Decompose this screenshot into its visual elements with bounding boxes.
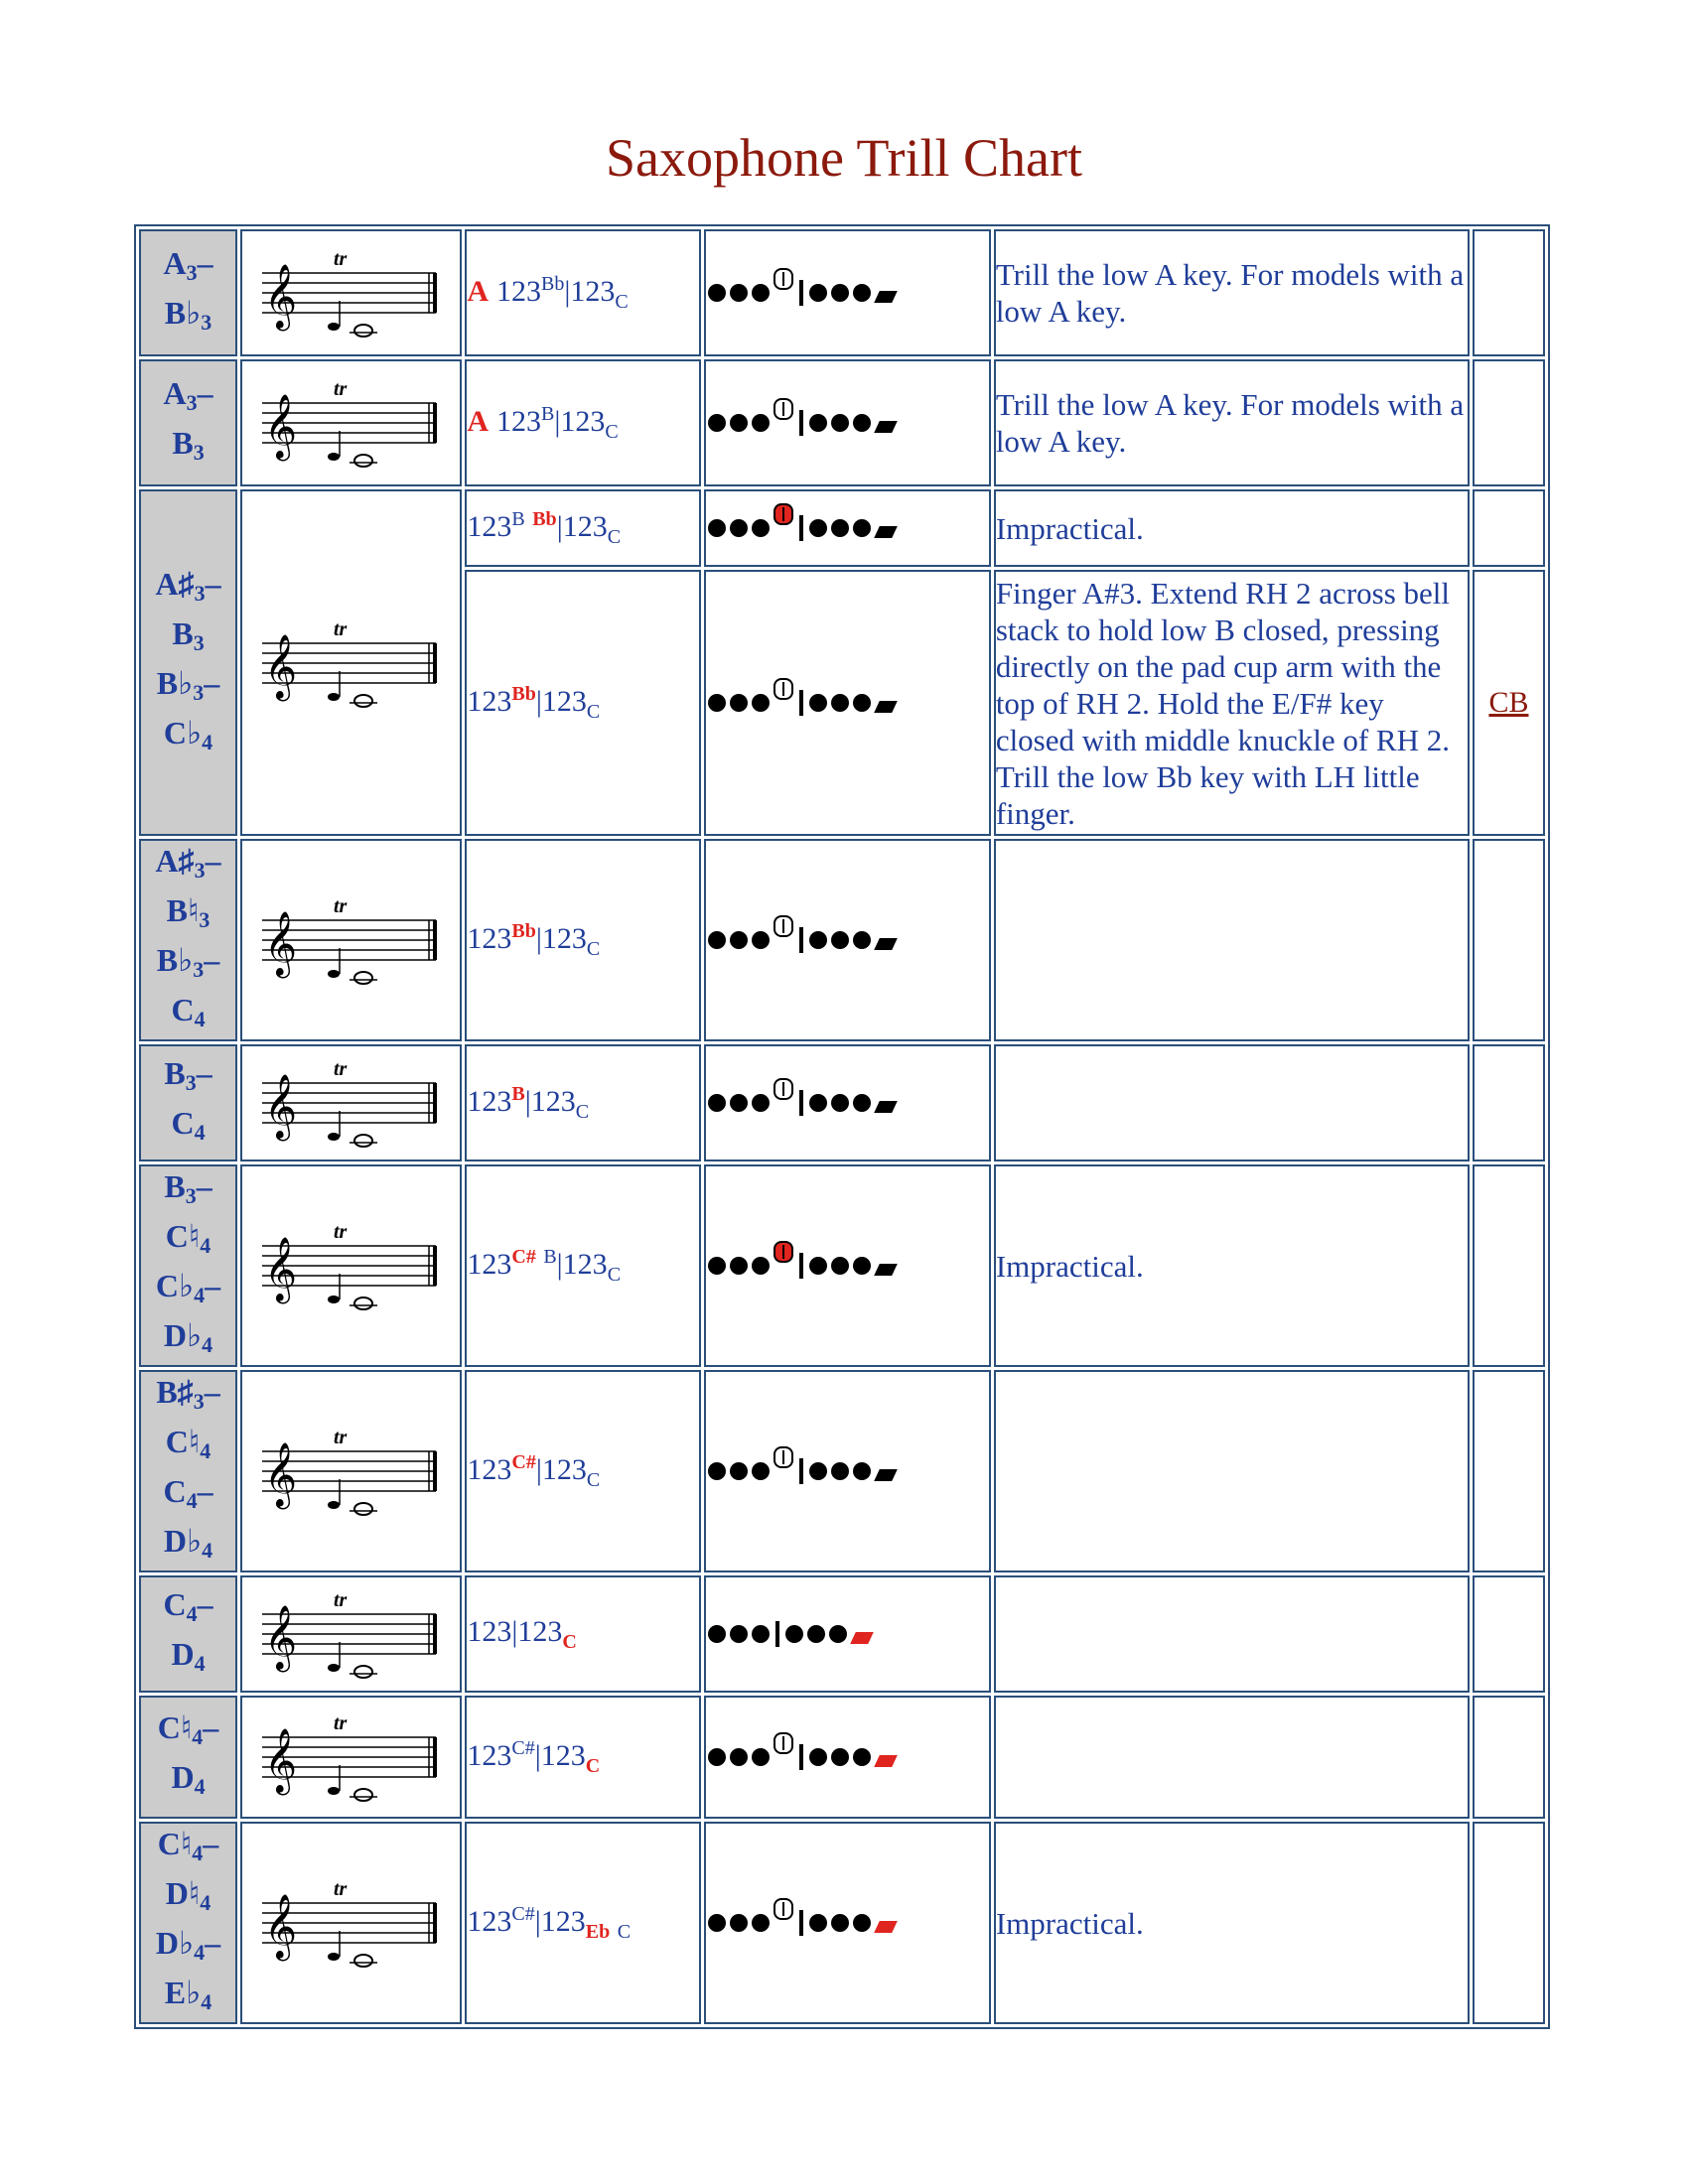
svg-text:𝄞: 𝄞 [263,1894,297,1959]
svg-text:tr: tr [333,1427,348,1448]
trill-description [994,1575,1470,1693]
fingering-text: $123^{C\#}|123_C$ [465,1696,701,1819]
fingering-diagram [704,1822,991,2024]
fingering-text: $123^B$ $^{Bb}|123_C$ [465,489,701,567]
fingering-diagram [704,1696,991,1819]
note-range: $A_3-$ $B♭_3$ [139,229,237,356]
svg-text:𝄞: 𝄞 [263,1442,297,1507]
svg-text:𝄞: 𝄞 [263,1074,297,1139]
link-cell [1473,839,1545,1041]
note-range: $A♯_3-$ $B_3$ $B♭_3-$ $C♭_4$ [139,489,237,836]
fingering-diagram [704,489,991,567]
svg-text:tr: tr [333,1058,348,1080]
fingering-text: $123^{Bb}|123_C$ [465,570,701,836]
table-row [139,1164,1545,1367]
treble-staff-trill-icon [252,1053,451,1153]
svg-text:tr: tr [333,1878,348,1900]
trill-description: Impractical. [994,489,1470,567]
table-row [139,839,1545,1041]
table-row [139,1044,1545,1161]
staff-cell [240,1370,462,1572]
fingering-diagram [704,839,991,1041]
fingering-diagram [704,229,991,356]
staff-cell [240,229,462,356]
treble-staff-trill-icon [252,1584,451,1684]
fingering-diagram [704,1044,991,1161]
treble-staff-trill-icon [252,243,451,342]
table-row [139,1370,1545,1572]
fingering-diagram [704,570,991,836]
staff-cell [240,359,462,486]
fingering-text: $123^{C\#}|123_{Eb}$ $_C$ [465,1822,701,2024]
note-range: $B_3-$ $C_4$ [139,1044,237,1161]
staff-cell [240,1164,462,1367]
fingering-text: $123^{C\#}|123_C$ [465,1370,701,1572]
treble-staff-trill-icon [252,614,451,713]
note-range: $B♯_3-$ $C♮_4$ $C_4-$ $D♭_4$ [139,1370,237,1572]
treble-staff-trill-icon [252,1707,451,1807]
link-cell [1473,1370,1545,1572]
trill-description: Impractical. [994,1164,1470,1367]
treble-staff-trill-icon [252,1422,451,1521]
svg-text:𝄞: 𝄞 [263,911,297,976]
fingering-diagram [704,1370,991,1572]
svg-text:tr: tr [333,1221,348,1243]
table-row [139,489,1545,567]
trill-description: Impractical. [994,1822,1470,2024]
link-cell [1473,1044,1545,1161]
trill-description: Finger A#3. Extend RH 2 across bell stack to hold low B closed, pressing directly on the pad cup arm with the top of RH 2. Hold the E/F# key closed with middle knuckle of RH 2. Trill the low Bb key with LH little finger. [994,570,1470,836]
fingering-diagram [704,359,991,486]
link-cell [1473,1696,1545,1819]
svg-text:𝄞: 𝄞 [263,394,297,459]
table-row [139,229,1545,356]
fingering-text: A $123^B|123_C$ [465,359,701,486]
svg-text:𝄞: 𝄞 [263,1728,297,1793]
svg-text:𝄞: 𝄞 [263,264,297,329]
fingering-text: $123|123_C$ [465,1575,701,1693]
note-range: $A_3-$ $B_3$ [139,359,237,486]
svg-text:tr: tr [333,248,348,270]
treble-staff-trill-icon [252,373,451,473]
trill-description [994,1370,1470,1572]
fingering-text: $123^B|123_C$ [465,1044,701,1161]
svg-text:tr: tr [333,1712,348,1734]
svg-text:𝄞: 𝄞 [263,1605,297,1670]
link-cell [1473,489,1545,567]
table-row [139,1822,1545,2024]
svg-text:𝄞: 𝄞 [263,1237,297,1301]
staff-cell [240,1044,462,1161]
note-range: $C♮_4-$ $D_4$ [139,1696,237,1819]
note-range: $C_4-$ $D_4$ [139,1575,237,1693]
trill-description [994,839,1470,1041]
link-cell [1473,359,1545,486]
page-title: Saxophone Trill Chart [605,128,1083,188]
treble-staff-trill-icon [252,1216,451,1315]
fingering-text: A $123^{Bb}|123_C$ [465,229,701,356]
fingering-text: $123^{Bb}|123_C$ [465,839,701,1041]
note-range: $A♯_3-$ $B♮_3$ $B♭_3-$ $C_4$ [139,839,237,1041]
svg-text:𝄞: 𝄞 [263,633,297,699]
svg-text:tr: tr [333,1589,348,1611]
staff-cell [240,1575,462,1693]
fingering-diagram [704,1164,991,1367]
trill-description [994,1044,1470,1161]
note-range: $C♮_4-$ $D♮_4$ $D♭_4-$ $E♭_4$ [139,1822,237,2024]
link-cell [1473,1164,1545,1367]
staff-cell [240,839,462,1041]
note-range: $B_3-$ $C♮_4$ $C♭_4-$ $D♭_4$ [139,1164,237,1367]
link-cell [1473,1822,1545,2024]
trill-description: Trill the low A key. For models with a low A key. [994,229,1470,356]
staff-cell [240,1696,462,1819]
treble-staff-trill-icon [252,890,451,990]
fingering-text: $123^{C\#}$ $^B|123_C$ [465,1164,701,1367]
staff-cell [240,1822,462,2024]
table-row [139,359,1545,486]
table-row [139,1575,1545,1693]
cb-link[interactable]: CB [1488,686,1529,719]
staff-cell [240,489,462,836]
link-cell [1473,570,1545,836]
svg-text:tr: tr [333,895,348,917]
link-cell [1473,1575,1545,1693]
treble-staff-trill-icon [252,1873,451,1973]
svg-text:tr: tr [333,378,348,400]
table-row [139,1696,1545,1819]
link-cell [1473,229,1545,356]
trill-description: Trill the low A key. For models with a low A key. [994,359,1470,486]
fingering-diagram [704,1575,991,1693]
trill-chart-table [134,224,1550,2029]
trill-description [994,1696,1470,1819]
svg-text:tr: tr [333,617,348,640]
